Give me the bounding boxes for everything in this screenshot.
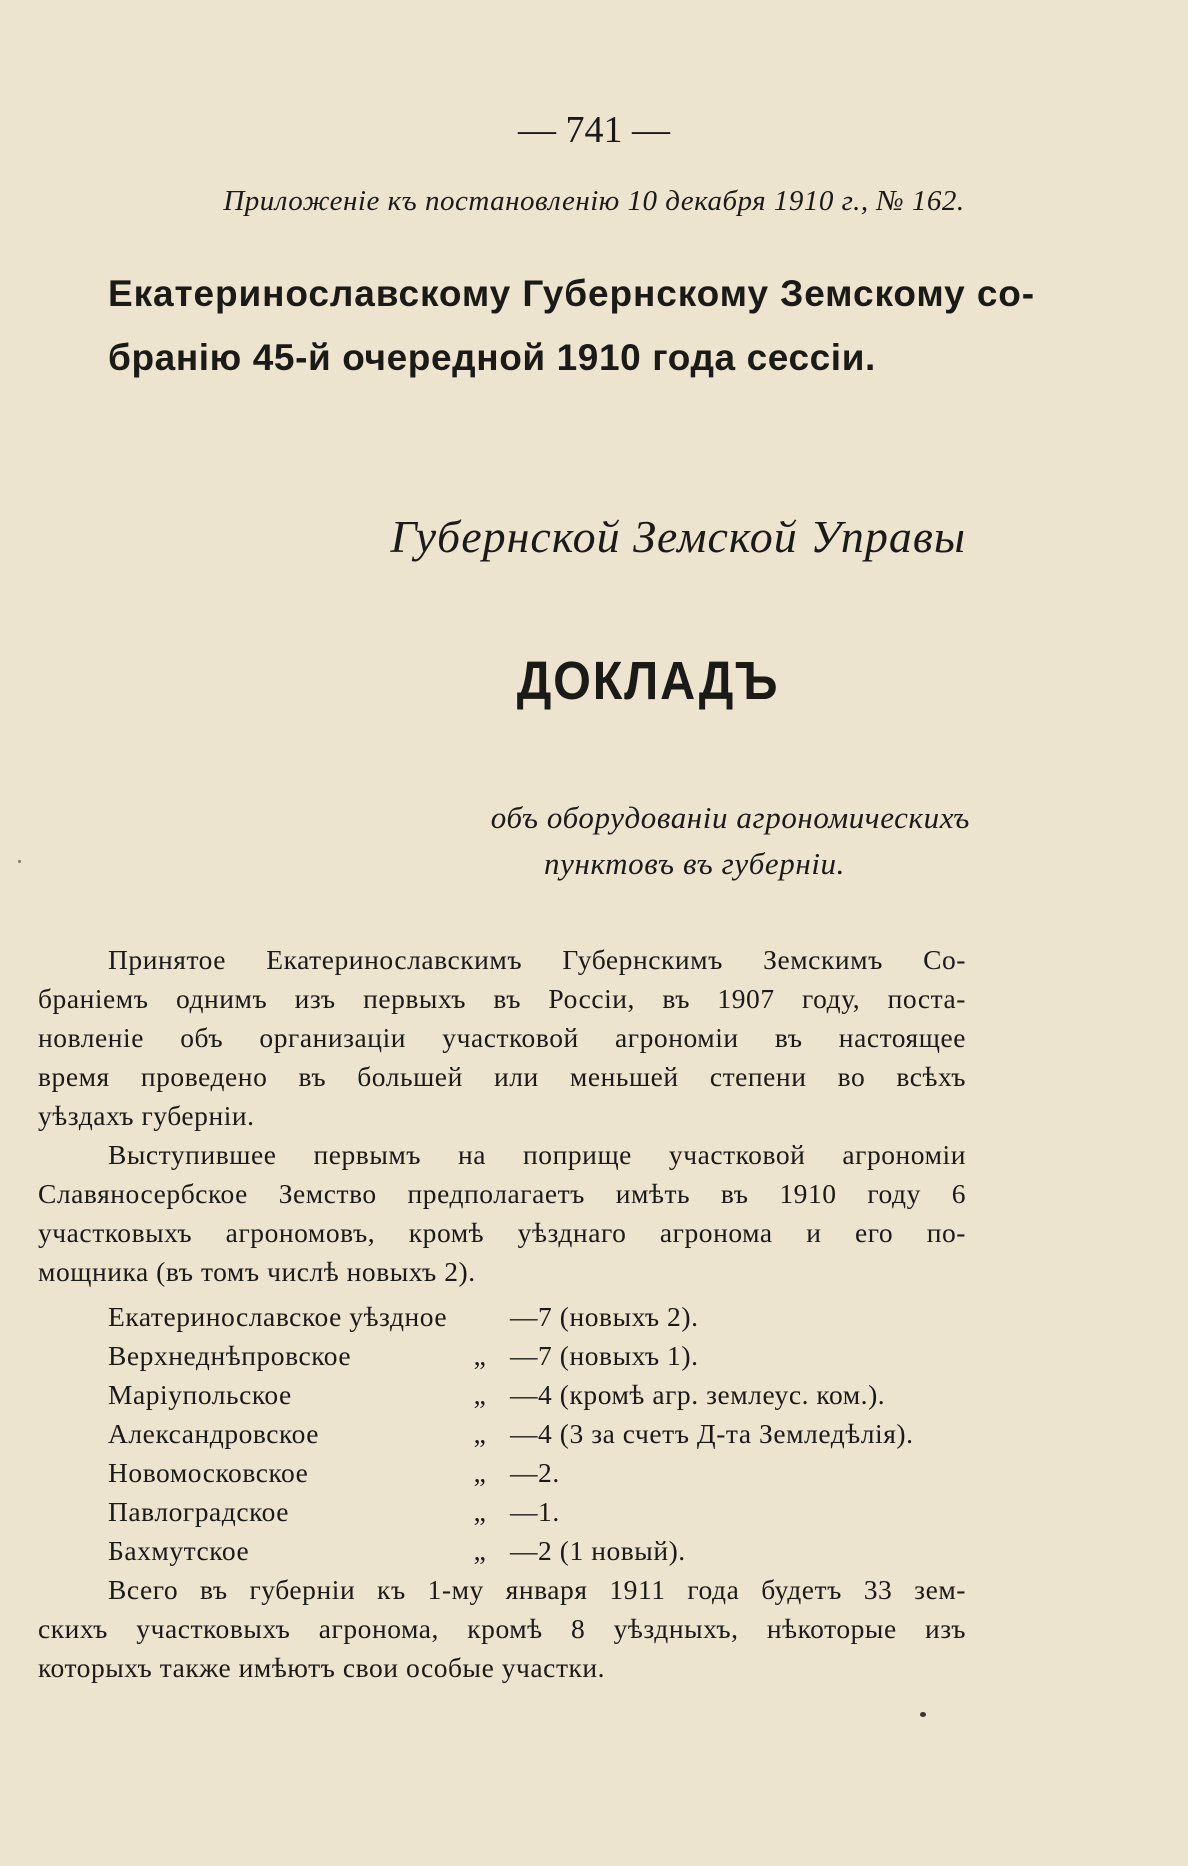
document-heading (108, 262, 1036, 390)
uezd-name: Александровское (108, 1418, 319, 1449)
uezd-count: —7 (новыхъ 1). (510, 1340, 699, 1371)
list-item (108, 1492, 988, 1531)
uezd-count: —1. (510, 1496, 560, 1527)
paragraph-line: которыхъ также имѣютъ свои особые участки. (38, 1652, 606, 1683)
report-title: ДОКЛАДЪ (516, 651, 780, 711)
ditto-mark: „ (473, 1379, 487, 1410)
paragraph-line: Славяносербское Земство предполагаетъ имѣть въ 1910 году 6 (38, 1178, 966, 1209)
list-item (108, 1336, 988, 1375)
ditto-mark: „ (473, 1457, 487, 1488)
page-number: — 741 — (518, 109, 670, 151)
paragraph-line: уѣздахъ губерніи. (38, 1100, 255, 1131)
summary-paragraph (38, 1570, 966, 1687)
paragraph-line: Выступившее первымъ на поприще участковой агрономіи (108, 1139, 966, 1170)
paragraph-line: Принятое Екатеринославскимъ Губернскимъ Земскимъ Со- (108, 944, 966, 975)
paragraph-line: участковыхъ агрономовъ, кромѣ уѣзднаго агронома и его по- (38, 1217, 966, 1248)
uezd-name: Верхнеднѣпровское (108, 1340, 352, 1371)
paper-speck (18, 860, 21, 863)
paragraph-line: новленіе объ организаціи участковой агрономіи въ настоящее (38, 1022, 966, 1053)
uezd-agronomist-list (108, 1297, 988, 1570)
uezd-count: —4 (3 за счетъ Д-та Земледѣлія). (510, 1418, 914, 1449)
ditto-mark: „ (473, 1418, 487, 1449)
ditto-mark: „ (473, 1340, 487, 1371)
appendix-note: Приложеніе къ постановленію 10 декабря 1910 г., № 162. (223, 185, 965, 217)
ditto-mark: „ (473, 1535, 487, 1566)
uezd-name: Бахмутское (108, 1535, 250, 1566)
uezd-name: Павлоградское (108, 1496, 289, 1527)
ditto-mark: „ (473, 1496, 487, 1527)
paragraph-line: Всего въ губерніи къ 1-му января 1911 года будетъ 33 зем- (108, 1574, 966, 1605)
list-item (108, 1375, 988, 1414)
paper-speck (920, 1712, 926, 1717)
uezd-name: Новомосковское (108, 1457, 309, 1488)
uezd-name: Екатеринославское уѣздное (108, 1301, 448, 1332)
uezd-count: —4 (кромѣ агр. землеус. ком.). (510, 1379, 886, 1410)
paragraph-line: мощника (въ томъ числѣ новыхъ 2). (38, 1256, 476, 1287)
paragraph-line: скихъ участковыхъ агронома, кромѣ 8 уѣздныхъ, нѣкоторые изъ (38, 1613, 966, 1644)
heading-line: Екатеринославскому Губернскому Земскому со- (108, 273, 1036, 314)
list-item (108, 1453, 988, 1492)
uezd-count: —2. (510, 1457, 560, 1488)
list-item (108, 1414, 988, 1453)
uezd-count: —7 (новыхъ 2). (510, 1301, 699, 1332)
issuer-line: Губернской Земской Управы (390, 511, 966, 562)
report-subject (360, 795, 970, 887)
subject-line: объ оборудованіи агрономическихъ (490, 800, 970, 835)
subject-line: пунктовъ въ губерніи. (544, 846, 845, 881)
heading-line: бранію 45-й очередной 1910 года сессіи. (108, 337, 876, 378)
uezd-count: —2 (1 новый). (510, 1535, 686, 1566)
body-text (38, 940, 966, 1291)
uezd-name: Маріупольское (108, 1379, 292, 1410)
paragraph-line: время проведено въ большей или меньшей степени во всѣхъ (38, 1061, 966, 1092)
list-item (108, 1531, 988, 1570)
list-item (108, 1297, 988, 1336)
paragraph-line: браніемъ однимъ изъ первыхъ въ Россіи, въ 1907 году, поста- (38, 983, 966, 1014)
